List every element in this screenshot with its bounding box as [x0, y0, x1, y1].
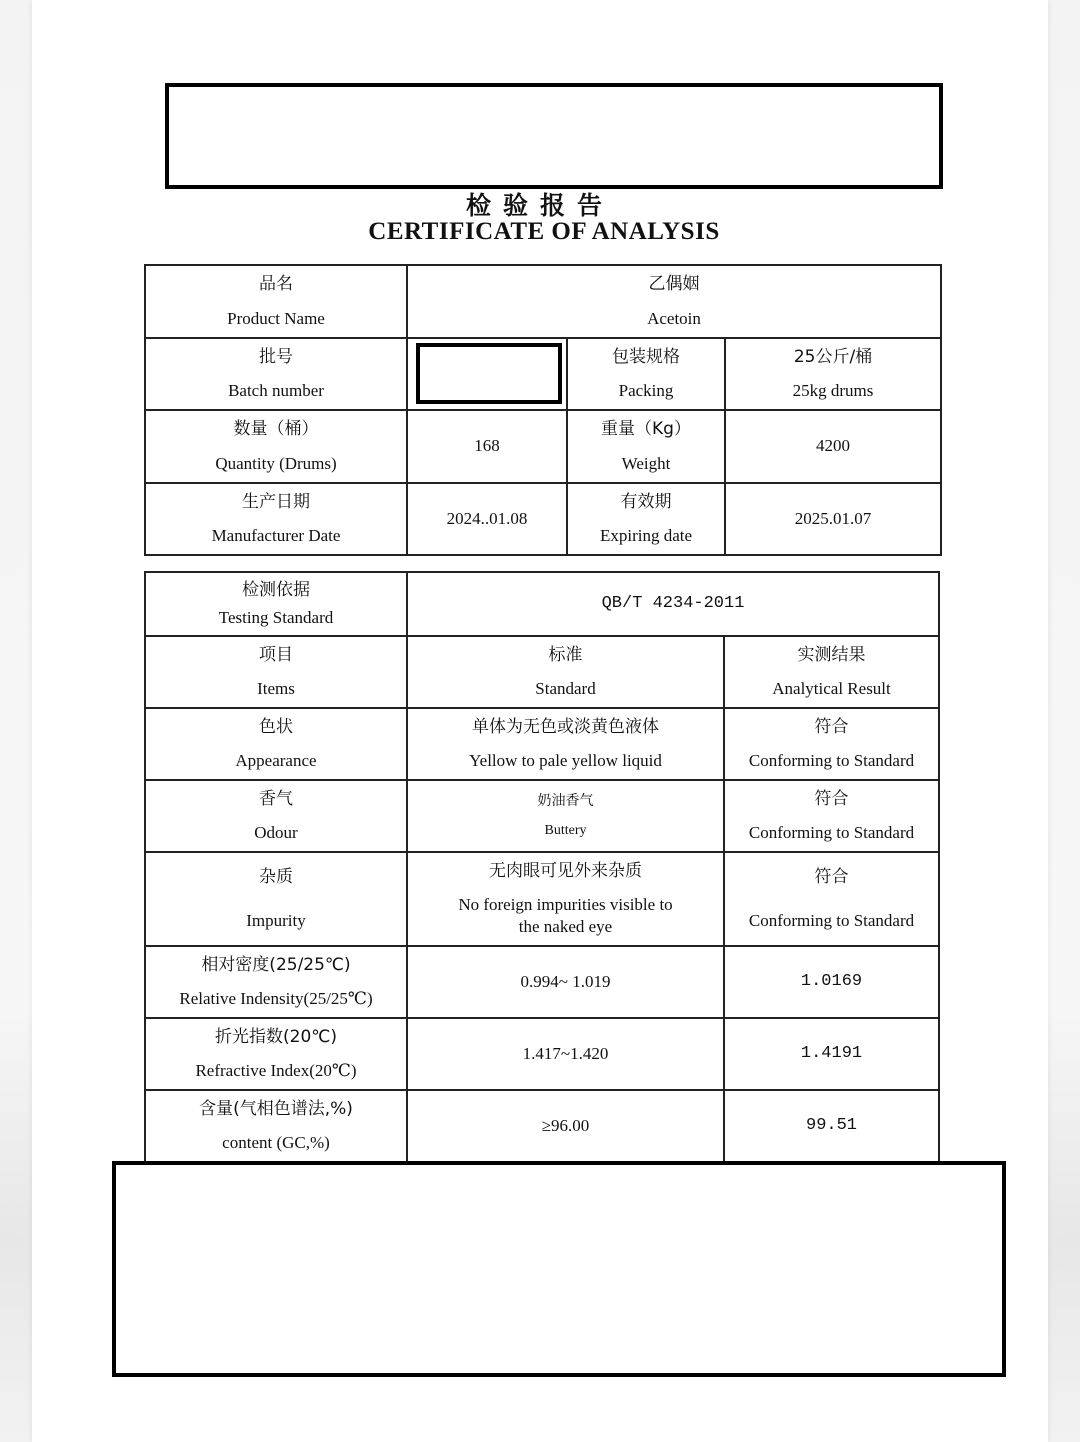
- result-cell: 符合 Conforming to Standard: [724, 780, 939, 852]
- standard-cell: 奶油香气 Buttery: [407, 780, 724, 852]
- result-cell: 符合 Conforming to Standard: [724, 708, 939, 780]
- table-row: [145, 852, 939, 946]
- packing-value: 25公斤/桶 25kg drums: [725, 338, 941, 410]
- title-english: CERTIFICATE OF ANALYSIS: [368, 218, 720, 245]
- redacted-footer-box: [112, 1161, 1006, 1377]
- standard-cell: 1.417~1.420: [407, 1018, 724, 1090]
- table-row: [145, 483, 941, 555]
- result-cell: 1.0169: [724, 946, 939, 1018]
- manufacture-date-label: 生产日期 Manufacturer Date: [145, 483, 407, 555]
- quantity-label: 数量（桶） Quantity (Drums): [145, 410, 407, 483]
- table-row: [145, 338, 941, 410]
- quantity-value: 168: [407, 410, 567, 483]
- item-cell: 色状 Appearance: [145, 708, 407, 780]
- title-chinese: 检验报告: [465, 191, 614, 220]
- standard-cell: 0.994~ 1.019: [407, 946, 724, 1018]
- table-row: [145, 572, 939, 636]
- packing-label: 包装规格 Packing: [567, 338, 725, 410]
- table-row: [145, 780, 939, 852]
- item-cell: 香气 Odour: [145, 780, 407, 852]
- testing-standard-value: QB/T 4234-2011: [407, 572, 939, 636]
- result-cell: 符合 Conforming to Standard: [724, 852, 939, 946]
- table-row: [145, 265, 941, 338]
- standard-cell: 无肉眼可见外来杂质 No foreign impurities visible to the naked eye: [407, 852, 724, 946]
- batch-number-value-redacted: [407, 338, 567, 410]
- product-info-table: [144, 264, 942, 556]
- product-name-value: 乙偶姻 Acetoin: [407, 265, 941, 338]
- result-header: 实测结果 Analytical Result: [724, 636, 939, 708]
- standard-cell: ≥96.00: [407, 1090, 724, 1162]
- table-row: [145, 1018, 939, 1090]
- items-header: 项目 Items: [145, 636, 407, 708]
- table-row: [145, 1090, 939, 1162]
- redacted-header-box: [165, 83, 943, 189]
- table-row: [145, 946, 939, 1018]
- result-cell: 99.51: [724, 1090, 939, 1162]
- product-name-label: 品名 Product Name: [145, 265, 407, 338]
- expiring-date-value: 2025.01.07: [725, 483, 941, 555]
- weight-label: 重量（Kg） Weight: [567, 410, 725, 483]
- manufacture-date-value: 2024..01.08: [407, 483, 567, 555]
- standard-cell: 单体为无色或淡黄色液体 Yellow to pale yellow liquid: [407, 708, 724, 780]
- standard-header: 标准 Standard: [407, 636, 724, 708]
- analysis-results-table: [144, 571, 940, 1163]
- batch-number-label: 批号 Batch number: [145, 338, 407, 410]
- table-row: [145, 410, 941, 483]
- redacted-batch-box: [416, 343, 562, 404]
- testing-standard-label: 检测依据 Testing Standard: [145, 572, 407, 636]
- expiring-date-label: 有效期 Expiring date: [567, 483, 725, 555]
- item-cell: 折光指数(20℃) Refractive Index(20℃): [145, 1018, 407, 1090]
- item-cell: 杂质 Impurity: [145, 852, 407, 946]
- item-cell: 相对密度(25/25℃) Relative Indensity(25/25℃): [145, 946, 407, 1018]
- weight-value: 4200: [725, 410, 941, 483]
- table-header-row: [145, 636, 939, 708]
- table-row: [145, 708, 939, 780]
- item-cell: 含量(气相色谱法,%) content (GC,%): [145, 1090, 407, 1162]
- result-cell: 1.4191: [724, 1018, 939, 1090]
